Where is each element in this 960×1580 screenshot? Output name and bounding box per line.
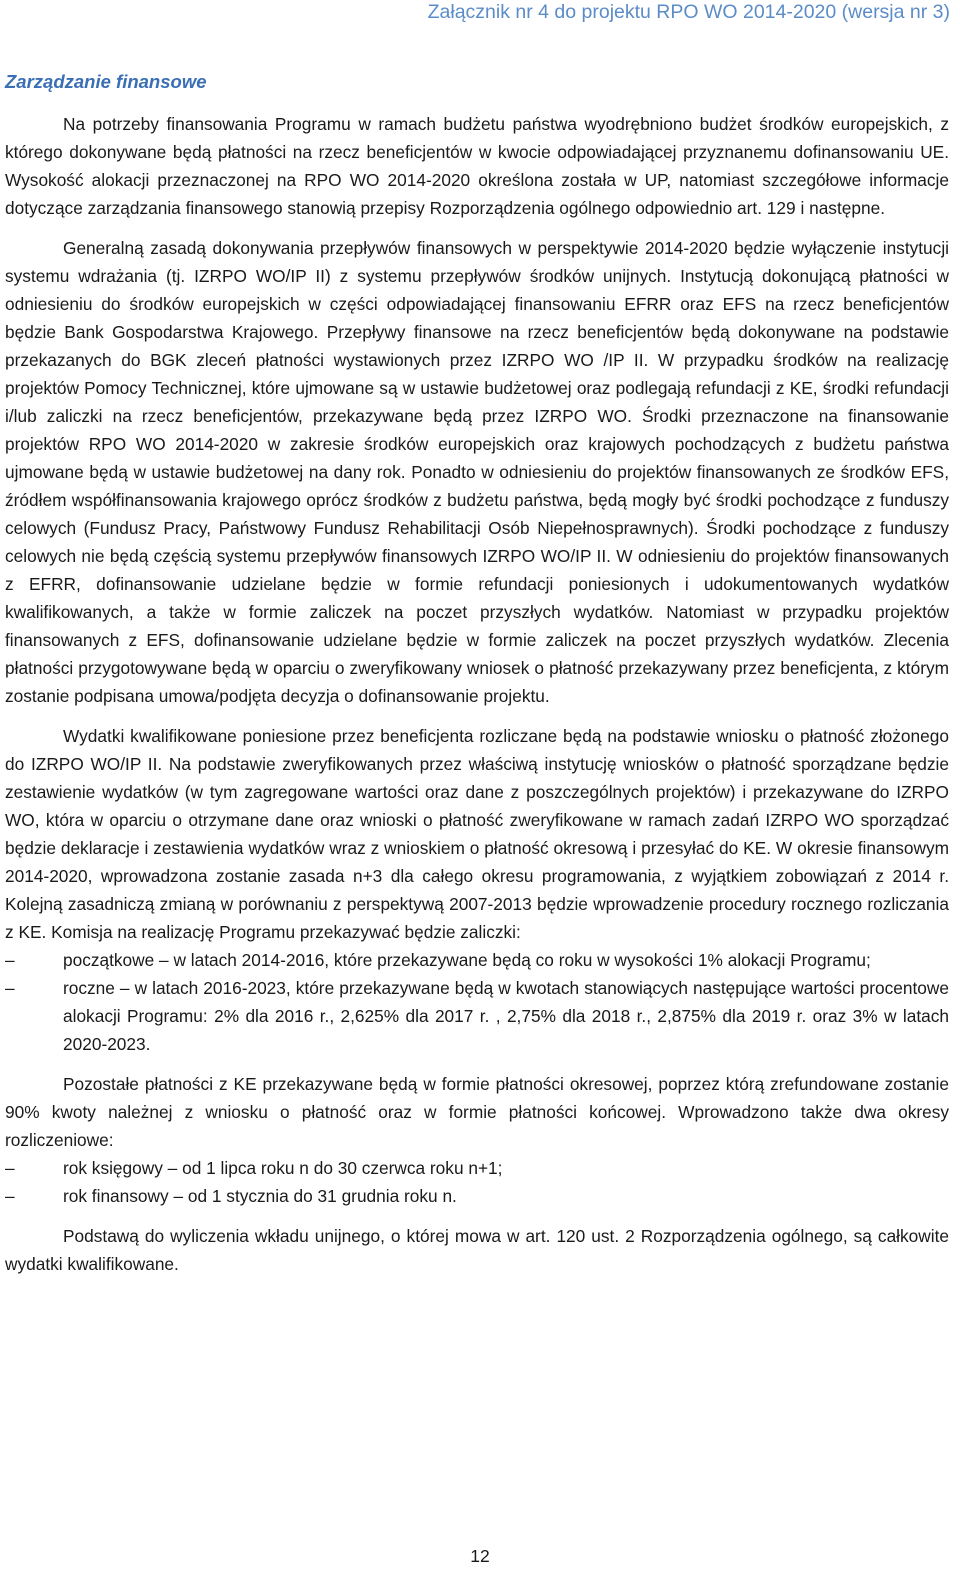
paragraph-budget: Na potrzeby finansowania Programu w ramach budżetu państwa wyodrębniono budżet środków europejskich, z którego dokonywane będą płatności na rzecz beneficjentów w kwocie odpowiadającej przyznanemu dofinansowaniu UE. Wysokość alokacji przeznaczonej na RPO WO 2014-2020 określona została w UP, natomiast szczegółowe informacje dotyczące zarządzania finansowego stanowią przepisy Rozporządzenia ogólnego odpowiednio art. 129 i następne. xyxy=(5,114,949,218)
page-number: 12 xyxy=(470,1546,490,1566)
list-dash: – xyxy=(5,950,15,970)
list-dash: – xyxy=(5,1186,15,1206)
list-item xyxy=(5,946,949,974)
document-body xyxy=(5,110,949,1278)
list-item-text: rok księgowy – od 1 lipca roku n do 30 czerwca roku n+1; xyxy=(63,1158,503,1178)
advances-list xyxy=(5,946,949,1058)
list-dash: – xyxy=(5,978,15,998)
paragraph-eu-contribution: Podstawą do wyliczenia wkładu unijnego, o której mowa w art. 120 ust. 2 Rozporządzenia ogólnego, są całkowite wydatki kwalifikowane. xyxy=(5,1226,949,1274)
list-item xyxy=(5,974,949,1058)
list-item-text: rok finansowy – od 1 stycznia do 31 grudnia roku n. xyxy=(63,1186,457,1206)
list-item-text: roczne – w latach 2016-2023, które przekazywane będą w kwotach stanowiących następujące wartości procentowe alokacji Programu: 2% dla 2016 r., 2,625% dla 2017 r. , 2,75% dla 2018 r., 2,875% dla 2019 r. oraz 3% w latach 2020-2023. xyxy=(63,978,949,1054)
page-header: Załącznik nr 4 do projektu RPO WO 2014-2020 (wersja nr 3) xyxy=(427,1,950,23)
periods-list xyxy=(5,1154,949,1210)
list-item xyxy=(5,1182,949,1210)
list-item-text: początkowe – w latach 2014-2016, które przekazywane będą co roku w wysokości 1% alokacji Programu; xyxy=(63,950,871,970)
section-title: Zarządzanie finansowe xyxy=(5,71,207,92)
list-item xyxy=(5,1154,949,1182)
paragraph-eligible-expenditure: Wydatki kwalifikowane poniesione przez beneficjenta rozliczane będą na podstawie wniosku o płatność złożonego do IZRPO WO/IP II. Na podstawie zweryfikowanych przez właściwą instytucję wniosków o płatność sporządzane będzie zestawienie wydatków (w tym zagregowane wartości oraz dane z poszczególnych projektów) i przekazywane do IZRPO WO, która w oparciu o otrzymane dane oraz wnioski o płatność zweryfikowane w ramach zadań IZRPO WO sporządzać będzie deklaracje i zestawienia wydatków wraz z wnioskiem o płatność okresową i przesyłać do KE. W okresie finansowym 2014-2020, wprowadzona zostanie zasada n+3 dla całego okresu programowania, z wyjątkiem zobowiązań z 2014 r. Kolejną zasadniczą zmianą w porównaniu z perspektywą 2007-2013 będzie wprowadzenie procedury rocznego rozliczania z KE. Komisja na realizację Programu przekazywać będzie zaliczki: xyxy=(5,726,949,942)
paragraph-financial-flows: Generalną zasadą dokonywania przepływów finansowych w perspektywie 2014-2020 będzie wyłączenie instytucji systemu wdrażania (tj. IZRPO WO/IP II) z systemu przepływów środków unijnych. Instytucją dokonującą płatności w odniesieniu do środków europejskich w części odpowiadającej finansowaniu EFRR oraz EFS na rzecz beneficjentów będzie Bank Gospodarstwa Krajowego. Przepływy finansowe na rzecz beneficjentów będą dokonywane na podstawie przekazanych do BGK zleceń płatności wystawionych przez IZRPO WO /IP II. W przypadku środków na realizację projektów Pomocy Technicznej, które ujmowane są w ustawie budżetowej oraz podlegają refundacji z KE, środki refundacji i/lub zaliczki na rzecz beneficjentów, przekazywane będą przez IZRPO WO. Środki przeznaczone na finansowanie projektów RPO WO 2014-2020 w zakresie środków europejskich oraz krajowych pochodzących z budżetu państwa ujmowane będą w ustawie budżetowej na dany rok. Ponadto w odniesieniu do projektów finansowanych ze środków EFS, źródłem współfinansowania krajowego oprócz środków z budżetu państwa, będą mogły być środki pochodzące z funduszy celowych (Fundusz Pracy, Państwowy Fundusz Rehabilitacji Osób Niepełnosprawnych). Środki pochodzące z funduszy celowych nie będą częścią systemu przepływów finansowych IZRPO WO/IP II. W odniesieniu do projektów finansowanych z EFRR, dofinansowanie udzielane będzie w formie refundacji poniesionych i udokumentowanych wydatków kwalifikowanych, a także w formie zaliczek na poczet przyszłych wydatków. Natomiast w przypadku projektów finansowanych z EFS, dofinansowanie udzielane będzie w formie zaliczek na poczet przyszłych wydatków. Zlecenia płatności przygotowywane będą w oparciu o zweryfikowany wniosek o płatność przekazywany przez beneficjenta, z którym zostanie podpisana umowa/podjęta decyzja o dofinansowanie projektu. xyxy=(5,238,949,706)
paragraph-payments: Pozostałe płatności z KE przekazywane będą w formie płatności okresowej, poprzez którą zrefundowane zostanie 90% kwoty należnej z wniosku o płatność oraz w formie płatności końcowej. Wprowadzono także dwa okresy rozliczeniowe: xyxy=(5,1074,949,1150)
list-dash: – xyxy=(5,1158,15,1178)
